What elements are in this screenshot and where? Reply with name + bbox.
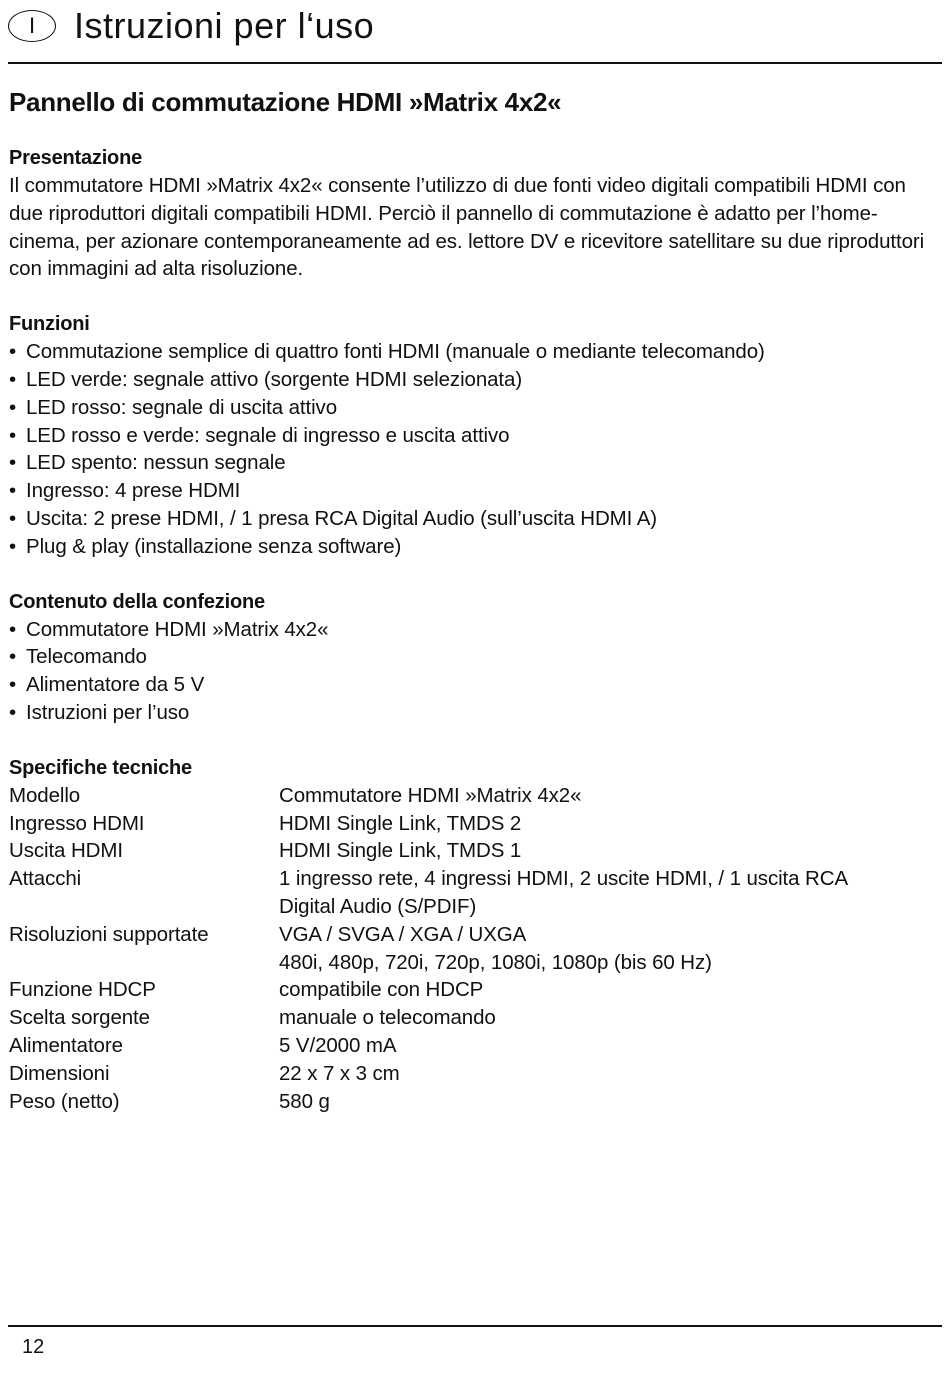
spec-table xyxy=(9,782,941,1116)
list-item xyxy=(9,505,941,533)
list-item-text: Uscita: 2 prese HDMI, / 1 presa RCA Digital Audio (sull’uscita HDMI A) xyxy=(26,506,657,530)
spec-value: HDMI Single Link, TMDS 2 xyxy=(279,811,522,835)
language-badge: I xyxy=(8,10,56,42)
spec-label: Modello xyxy=(9,783,81,807)
spec-label: Funzione HDCP xyxy=(9,978,156,1002)
list-item xyxy=(9,366,941,394)
section-heading: Contenuto della confezione xyxy=(9,590,265,613)
list-item-text: Plug & play (installazione senza software) xyxy=(26,534,402,558)
section-heading: Presentazione xyxy=(9,147,143,169)
spec-value: manuale o telecomando xyxy=(279,1006,496,1030)
list-item xyxy=(9,422,941,450)
list-item-text: LED verde: segnale attivo (sorgente HDMI selezionata) xyxy=(26,367,523,391)
list-item-text: Alimentatore da 5 V xyxy=(26,673,205,697)
list-item-text: Commutatore HDMI »Matrix 4x2« xyxy=(26,617,329,641)
bullet-icon: • xyxy=(9,423,17,447)
bullet-list xyxy=(9,616,941,727)
spec-label: Dimensioni xyxy=(9,1061,110,1085)
bullet-icon: • xyxy=(9,700,17,724)
bullet-icon: • xyxy=(9,645,17,669)
spec-label xyxy=(9,893,279,921)
spec-label: Ingresso HDMI xyxy=(9,811,145,835)
document-title: Pannello di commutazione HDMI »Matrix 4x2« xyxy=(9,87,562,117)
section-funzioni xyxy=(9,310,941,560)
bullet-icon: • xyxy=(9,367,17,391)
spec-value: 5 V/2000 mA xyxy=(279,1033,397,1057)
spec-label: Peso (netto) xyxy=(9,1089,120,1113)
header-divider xyxy=(8,62,942,64)
list-item xyxy=(9,449,941,477)
bullet-icon: • xyxy=(9,451,17,475)
section-paragraph: Il commutatore HDMI »Matrix 4x2« consente l’utilizzo di due fonti video digitali compatibili HDMI con due riproduttori digitali compatibili HDMI. Perciò il pannello di commutazione è adatto per l’home-cinema, per azionare contemporaneamente ad es. lettore DV e ricevitore satellitare su due riproduttori con immagini ad alta risoluzione. xyxy=(9,174,925,281)
list-item xyxy=(9,699,941,727)
header-title: Istruzioni per l‘uso xyxy=(74,5,375,46)
spec-value: compatibile con HDCP xyxy=(279,978,484,1002)
spec-value: 22 x 7 x 3 cm xyxy=(279,1061,400,1085)
section-specifiche xyxy=(9,754,941,1116)
spec-value: HDMI Single Link, TMDS 1 xyxy=(279,839,522,863)
list-item-text: LED spento: nessun segnale xyxy=(26,451,286,475)
list-item xyxy=(9,533,941,561)
spec-value: VGA / SVGA / XGA / UXGA xyxy=(279,922,527,946)
list-item xyxy=(9,671,941,699)
spec-label xyxy=(9,949,279,977)
spec-value: 1 ingresso rete, 4 ingressi HDMI, 2 uscite HDMI, / 1 uscita RCA xyxy=(279,867,849,891)
bullet-icon: • xyxy=(9,534,17,558)
list-item-text: LED rosso e verde: segnale di ingresso e uscita attivo xyxy=(26,423,510,447)
spec-label: Alimentatore xyxy=(9,1033,123,1057)
spec-value: 580 g xyxy=(279,1089,330,1113)
list-item-text: Telecomando xyxy=(26,645,147,669)
document-body xyxy=(9,86,941,1142)
spec-value: Digital Audio (S/PDIF) xyxy=(279,894,477,918)
page-number: 12 xyxy=(22,1336,45,1358)
list-item-text: Ingresso: 4 prese HDMI xyxy=(26,479,241,503)
section-contenuto xyxy=(9,588,941,727)
section-presentazione xyxy=(9,144,941,283)
bullet-icon: • xyxy=(9,479,17,503)
list-item-text: LED rosso: segnale di uscita attivo xyxy=(26,395,337,419)
bullet-icon: • xyxy=(9,395,17,419)
list-item xyxy=(9,338,941,366)
section-heading: Funzioni xyxy=(9,313,90,336)
spec-label: Risoluzioni supportate xyxy=(9,922,209,946)
spec-value: 480i, 480p, 720i, 720p, 1080i, 1080p (bis 60 Hz) xyxy=(279,950,712,974)
bullet-icon: • xyxy=(9,506,17,530)
section-heading: Specifiche tecniche xyxy=(9,756,192,779)
spec-label: Attacchi xyxy=(9,867,82,891)
bullet-icon: • xyxy=(9,673,17,697)
list-item xyxy=(9,477,941,505)
bullet-list xyxy=(9,338,941,560)
list-item-text: Istruzioni per l’uso xyxy=(26,700,190,724)
page-header xyxy=(8,4,374,48)
spec-label: Uscita HDMI xyxy=(9,839,123,863)
list-item-text: Commutazione semplice di quattro fonti HDMI (manuale o mediante telecomando) xyxy=(26,340,765,364)
list-item xyxy=(9,394,941,422)
spec-label: Scelta sorgente xyxy=(9,1006,150,1030)
list-item xyxy=(9,643,941,671)
spec-value: Commutatore HDMI »Matrix 4x2« xyxy=(279,783,582,807)
bullet-icon: • xyxy=(9,340,17,364)
list-item xyxy=(9,616,941,644)
footer-divider xyxy=(8,1325,942,1327)
bullet-icon: • xyxy=(9,617,17,641)
